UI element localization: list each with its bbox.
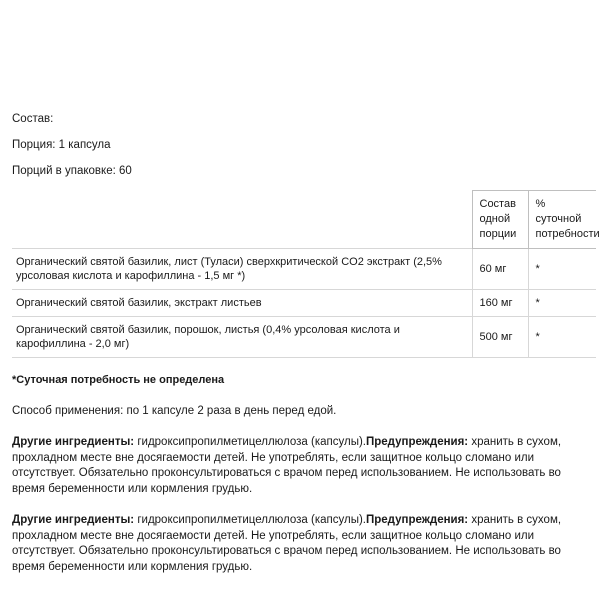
other-ingredients-label: Другие ингредиенты: xyxy=(12,514,135,526)
other-ingredients-label: Другие ингредиенты: xyxy=(12,436,135,448)
header-ingredient xyxy=(12,191,472,249)
header-amount-line1: Состав xyxy=(479,198,516,210)
serving-size: Порция: 1 капсула xyxy=(12,139,111,151)
other-ingredients-paragraph-duplicate xyxy=(12,513,588,575)
warnings-label: Предупреждения: xyxy=(366,514,469,526)
table-header-row xyxy=(12,191,596,249)
other-ingredients-paragraph xyxy=(12,435,588,497)
other-ingredients-text: гидроксипропилметицеллюлоза (капсулы). xyxy=(134,514,366,526)
header-dv-line1: % суточной xyxy=(535,198,582,225)
header-amount-line3: порции xyxy=(479,228,517,240)
other-ingredients-text: гидроксипропилметицеллюлоза (капсулы). xyxy=(134,436,366,448)
ingredient-amount: 160 мг xyxy=(472,290,528,317)
header-amount-line2: одной xyxy=(479,213,511,225)
ingredient-name: Органический святой базилик, лист (Туласи) сверхкритической CO2 экстракт (2,5% урсоловая кислота и карофиллина - 1,5 мг *) xyxy=(12,249,472,290)
header-daily-value xyxy=(528,191,600,249)
ingredient-daily-value: * xyxy=(528,317,596,358)
table-row xyxy=(12,249,596,290)
daily-value-footnote: *Суточная потребность не определена xyxy=(12,374,225,386)
header-amount-per-serving xyxy=(472,191,528,249)
usage-directions: Способ применения: по 1 капсуле 2 раза в день перед едой. xyxy=(12,405,337,417)
supplement-facts-table xyxy=(12,190,600,358)
ingredient-amount: 60 мг xyxy=(472,249,528,290)
header-dv-line2: потребности xyxy=(535,228,600,240)
ingredient-amount: 500 мг xyxy=(472,317,528,358)
composition-label: Состав: xyxy=(12,113,54,125)
ingredient-name: Органический святой базилик, экстракт листьев xyxy=(12,290,472,317)
top-spacer xyxy=(12,0,588,112)
ingredient-daily-value: * xyxy=(528,290,596,317)
table-row xyxy=(12,290,596,317)
ingredient-daily-value: * xyxy=(528,249,596,290)
ingredient-name: Органический святой базилик, порошок, листья (0,4% урсоловая кислота и карофиллина - 2,0 мг) xyxy=(12,317,472,358)
table-row xyxy=(12,317,596,358)
servings-per-container: Порций в упаковке: 60 xyxy=(12,165,132,177)
warnings-text: хранить в сухом, прохладном месте вне досягаемости детей. Не употреблять, если защитное кольцо сломано или отсутствует. Обязательно проконсультироваться с врачом перед использованием. Не использовать во время беременности или кормления грудью. xyxy=(12,436,562,495)
warnings-text: хранить в сухом, прохладном месте вне досягаемости детей. Не употреблять, если защитное кольцо сломано или отсутствует. Обязательно проконсультироваться с врачом перед использованием. Не использовать во время беременности или кормления грудью. xyxy=(12,514,562,573)
warnings-label: Предупреждения: xyxy=(366,436,469,448)
